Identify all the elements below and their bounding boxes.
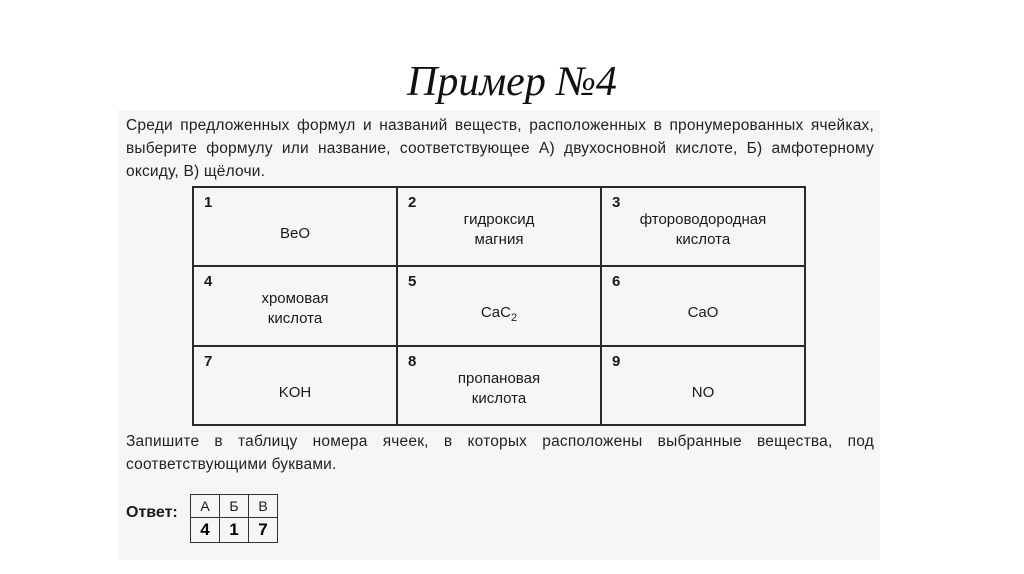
substances-grid bbox=[192, 186, 806, 426]
cell-line: NO bbox=[691, 383, 715, 401]
cell-9 bbox=[601, 346, 805, 425]
answer-value: 4 bbox=[191, 518, 220, 543]
cell-number: 3 bbox=[612, 194, 621, 211]
cell-5 bbox=[397, 266, 601, 345]
cell-line: пропановая bbox=[457, 369, 541, 387]
cell-number: 6 bbox=[612, 273, 621, 291]
cell-line: кислота bbox=[675, 231, 731, 248]
cell-8 bbox=[397, 346, 601, 425]
cell-number: 2 bbox=[408, 194, 417, 211]
cell-4 bbox=[193, 266, 397, 345]
slide-title: Пример №4 bbox=[407, 59, 617, 105]
cell-number: 1 bbox=[204, 194, 213, 211]
cell-number: 4 bbox=[204, 273, 213, 291]
answer-label: Ответ: bbox=[126, 504, 178, 521]
cell-number: 5 bbox=[408, 273, 417, 291]
cell-content bbox=[398, 369, 600, 409]
cell-7 bbox=[193, 346, 397, 425]
cell-line: KOH bbox=[278, 383, 312, 401]
cell-number: 8 bbox=[408, 352, 417, 370]
answer-table bbox=[190, 494, 278, 543]
cell-content bbox=[602, 383, 804, 403]
cell-subscript: 2 bbox=[510, 312, 518, 325]
cell-content bbox=[194, 289, 396, 329]
answer-header: В bbox=[249, 495, 278, 518]
cell-number: 7 bbox=[204, 352, 213, 370]
cell-content bbox=[398, 210, 600, 250]
cell-2 bbox=[397, 187, 601, 266]
instruction-text: Запишите в таблицу номера ячеек, в которых расположены выбранные вещества, под соответствующими буквами. bbox=[126, 433, 874, 473]
cell-content bbox=[194, 224, 396, 244]
answer-header: А bbox=[191, 495, 220, 518]
cell-content bbox=[398, 303, 600, 328]
cell-line: магния bbox=[474, 231, 524, 248]
task-text: Среди предложенных формул и названий веществ, расположенных в пронумерованных ячейках, выберите формулу или название, соответствующее А) двухосновной кислоте, Б) амфотерному оксиду, В) щёлочи. bbox=[126, 117, 874, 180]
cell-number: 9 bbox=[612, 352, 621, 370]
cell-line: фтороводородная bbox=[639, 211, 767, 228]
answer-value: 1 bbox=[220, 518, 249, 543]
cell-line: хромовая bbox=[261, 290, 329, 308]
cell-content bbox=[602, 303, 804, 323]
cell-line: CaC bbox=[480, 304, 511, 322]
cell-line: кислота bbox=[471, 389, 527, 407]
cell-content bbox=[194, 383, 396, 403]
cell-content bbox=[602, 210, 804, 250]
answer-value: 7 bbox=[249, 518, 278, 543]
cell-line: CaO bbox=[687, 304, 719, 322]
cell-line: кислота bbox=[267, 310, 323, 328]
cell-line: гидроксид bbox=[463, 211, 535, 228]
cell-line: BeO bbox=[279, 225, 310, 242]
answer-header: Б bbox=[220, 495, 249, 518]
cell-1 bbox=[193, 187, 397, 266]
cell-3 bbox=[601, 187, 805, 266]
cell-6 bbox=[601, 266, 805, 345]
